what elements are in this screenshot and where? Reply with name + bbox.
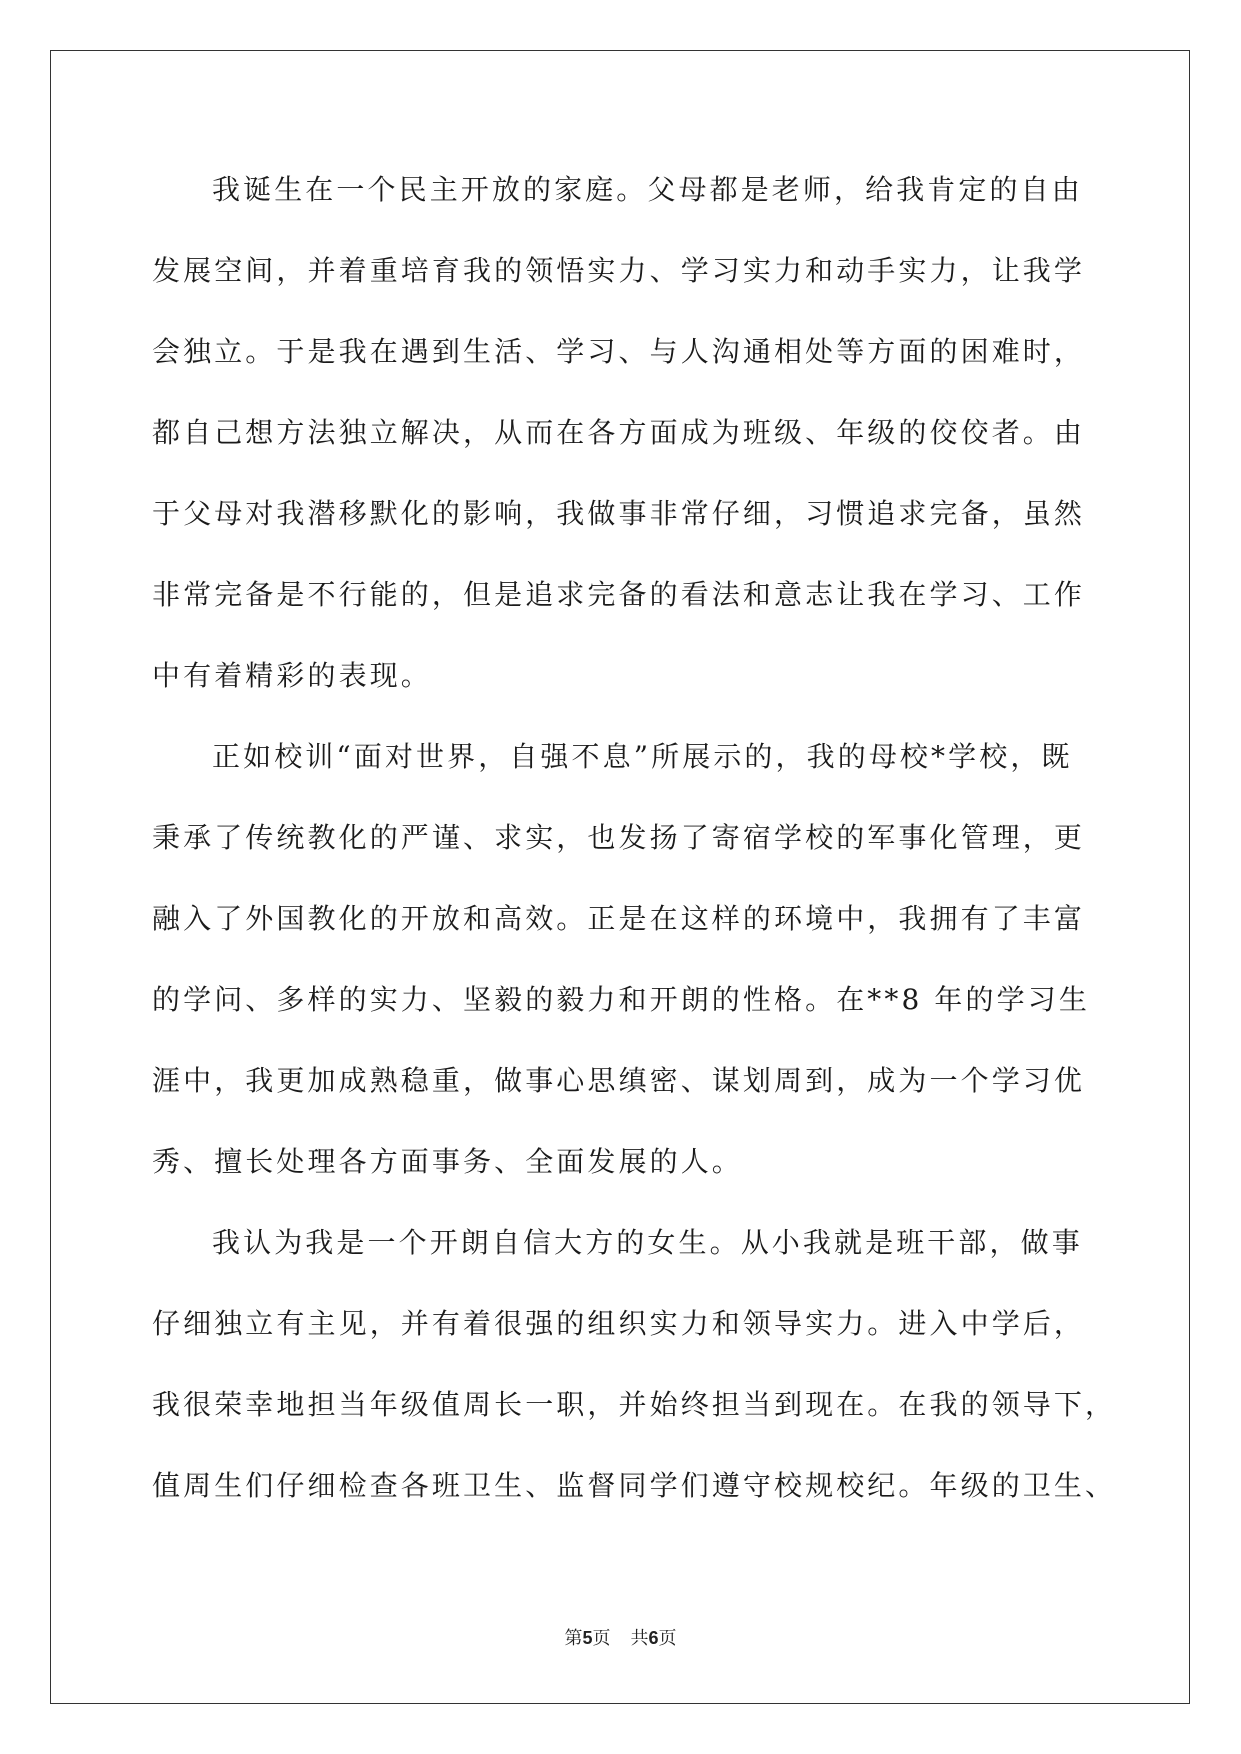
text-line: 会独立。于是我在遇到生活、学习、与人沟通相处等方面的困难时， xyxy=(152,335,1086,368)
text-line: 非常完备是不行能的，但是追求完备的看法和意志让我在学习、工作 xyxy=(152,578,1086,611)
text-line: 我诞生在一个民主开放的家庭。父母都是老师，给我肯定的自由 xyxy=(212,173,1083,206)
page-total: 6 xyxy=(648,1628,659,1648)
text-line: 涯中，我更加成熟稳重，做事心思缜密、谋划周到，成为一个学习优 xyxy=(152,1064,1086,1097)
text-line: 的学问、多样的实力、坚毅的毅力和开朗的性格。在**8 年的学习生 xyxy=(152,983,1090,1016)
text-line: 都自己想方法独立解决，从而在各方面成为班级、年级的佼佼者。由 xyxy=(152,416,1086,449)
document-body xyxy=(152,165,1117,1542)
page-footer xyxy=(0,1624,1241,1650)
total-suffix: 页 xyxy=(658,1628,677,1649)
text-line: 秀、擅长处理各方面事务、全面发展的人。 xyxy=(152,1145,743,1178)
text-line: 我很荣幸地担当年级值周长一职，并始终担当到现在。在我的领导下， xyxy=(152,1388,1117,1421)
text-line: 仔细独立有主见，并有着很强的组织实力和领导实力。进入中学后， xyxy=(152,1307,1086,1340)
text-line: 秉承了传统教化的严谨、求实，也发扬了寄宿学校的军事化管理，更 xyxy=(152,821,1086,854)
text-line: 于父母对我潜移默化的影响，我做事非常仔细，习惯追求完备，虽然 xyxy=(152,497,1086,530)
text-line: 中有着精彩的表现。 xyxy=(152,659,432,692)
total-prefix: 共 xyxy=(630,1628,649,1649)
page-current: 5 xyxy=(582,1628,593,1648)
text-line: 正如校训“面对世界，自强不息”所展示的，我的母校*学校，既 xyxy=(212,740,1073,773)
text-line: 值周生们仔细检查各班卫生、监督同学们遵守校规校纪。年级的卫生、 xyxy=(152,1469,1117,1502)
page-prefix: 第 xyxy=(564,1628,583,1649)
page-suffix: 页 xyxy=(592,1628,611,1649)
text-line: 发展空间，并着重培育我的领悟实力、学习实力和动手实力，让我学 xyxy=(152,254,1086,287)
text-line: 融入了外国教化的开放和高效。正是在这样的环境中，我拥有了丰富 xyxy=(152,902,1086,935)
text-line: 我认为我是一个开朗自信大方的女生。从小我就是班干部，做事 xyxy=(212,1226,1083,1259)
